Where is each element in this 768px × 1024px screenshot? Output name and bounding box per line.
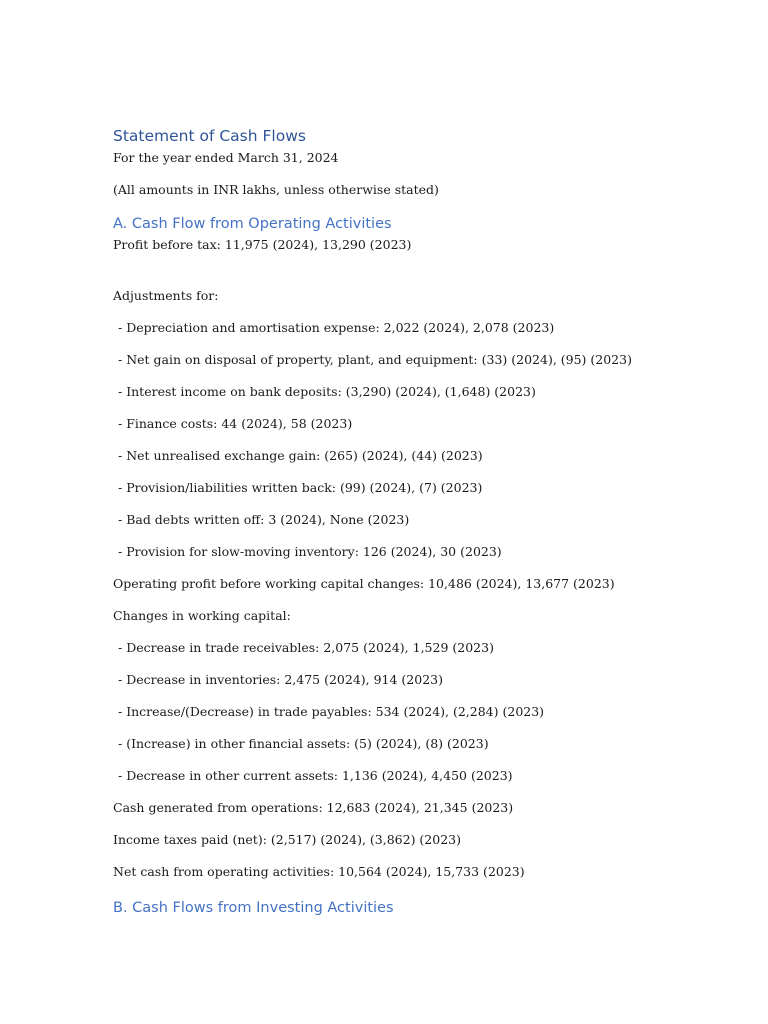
working-capital-item: - Increase/(Decrease) in trade payables: 534 (2024), (2,284) (2023) xyxy=(118,704,545,719)
operating-profit-before-wc: Operating profit before working capital changes: 10,486 (2024), 13,677 (2023) xyxy=(113,576,615,591)
adjustment-item: - Depreciation and amortisation expense: 2,022 (2024), 2,078 (2023) xyxy=(118,320,555,335)
operating-activities-heading: A. Cash Flow from Operating Activities xyxy=(113,216,392,232)
document-title: Statement of Cash Flows xyxy=(113,127,306,145)
working-capital-label: Changes in working capital: xyxy=(113,608,291,623)
income-taxes-paid: Income taxes paid (net): (2,517) (2024), (3,862) (2023) xyxy=(113,832,461,847)
adjustment-item: - Net gain on disposal of property, plant, and equipment: (33) (2024), (95) (2023) xyxy=(118,352,632,367)
adjustment-item: - Bad debts written off: 3 (2024), None (2023) xyxy=(118,512,410,527)
adjustment-item: - Net unrealised exchange gain: (265) (2024), (44) (2023) xyxy=(118,448,483,463)
document-page xyxy=(113,0,733,1024)
adjustments-label: Adjustments for: xyxy=(113,288,219,303)
cash-generated-from-operations: Cash generated from operations: 12,683 (2024), 21,345 (2023) xyxy=(113,800,514,815)
net-cash-operating: Net cash from operating activities: 10,564 (2024), 15,733 (2023) xyxy=(113,864,525,879)
working-capital-item: - Decrease in inventories: 2,475 (2024), 914 (2023) xyxy=(118,672,443,687)
units-note: (All amounts in INR lakhs, unless otherwise stated) xyxy=(113,182,439,197)
working-capital-item: - Decrease in other current assets: 1,136 (2024), 4,450 (2023) xyxy=(118,768,513,783)
adjustment-item: - Provision for slow-moving inventory: 126 (2024), 30 (2023) xyxy=(118,544,502,559)
investing-activities-heading: B. Cash Flows from Investing Activities xyxy=(113,900,394,916)
reporting-period: For the year ended March 31, 2024 xyxy=(113,150,339,165)
profit-before-tax: Profit before tax: 11,975 (2024), 13,290 (2023) xyxy=(113,237,412,252)
adjustment-item: - Interest income on bank deposits: (3,290) (2024), (1,648) (2023) xyxy=(118,384,536,399)
adjustment-item: - Finance costs: 44 (2024), 58 (2023) xyxy=(118,416,353,431)
working-capital-item: - Decrease in trade receivables: 2,075 (2024), 1,529 (2023) xyxy=(118,640,494,655)
working-capital-item: - (Increase) in other financial assets: (5) (2024), (8) (2023) xyxy=(118,736,489,751)
adjustment-item: - Provision/liabilities written back: (99) (2024), (7) (2023) xyxy=(118,480,483,495)
